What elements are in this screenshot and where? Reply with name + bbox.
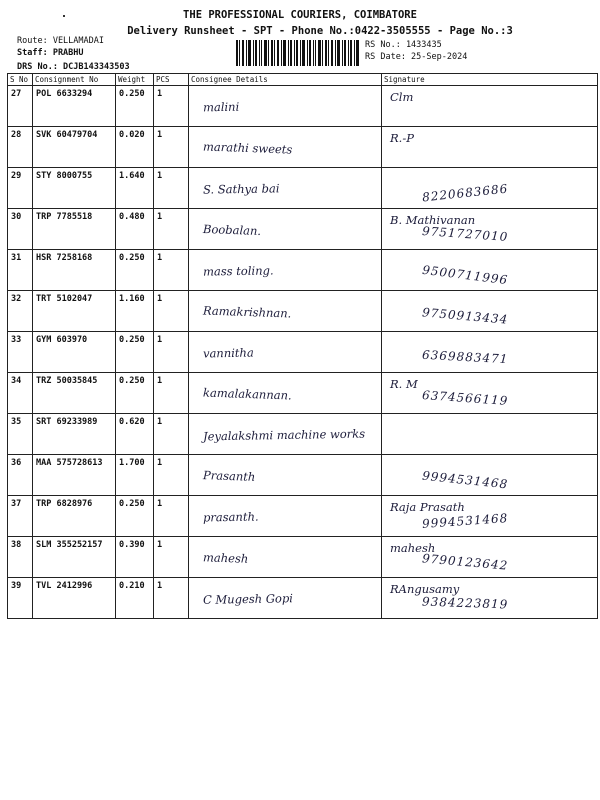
cell-signature [382,455,598,496]
handwritten-phone: 6369883471 [421,347,509,367]
cell-sno: 36 [8,455,33,496]
cell-signature [382,86,598,127]
cell-consignment: STY 8000755 [33,168,116,209]
rs-date: RS Date: 25-Sep-2024 [365,52,468,62]
col-header-consignment: Consignment No [33,74,116,86]
cell-consignment: POL 6633294 [33,86,116,127]
table-row [8,209,598,250]
cell-consignment: TRP 6828976 [33,496,116,537]
cell-sno: 37 [8,496,33,537]
handwritten-signature: B. Mathivanan [390,213,476,227]
handwritten-signature: Raja Prasath [390,500,465,514]
handwritten-consignee: kamalakannan. [202,385,292,403]
cell-sno: 31 [8,250,33,291]
cell-weight: 0.250 [116,373,154,414]
table-row [8,455,598,496]
handwritten-consignee: Prasanth [202,468,256,484]
cell-pcs: 1 [154,291,189,332]
col-header-pcs: PCS [154,74,189,86]
handwritten-consignee: prasanth. [202,509,259,525]
cell-pcs: 1 [154,250,189,291]
drs-number: DRS No.: DCJB143343503 [17,62,130,72]
handwritten-consignee: malini [202,99,240,115]
cell-pcs: 1 [154,537,189,578]
cell-sno: 39 [8,578,33,619]
cell-weight: 0.020 [116,127,154,168]
cell-signature [382,496,598,537]
handwritten-consignee: Jeyalakshmi machine works [202,426,366,444]
cell-pcs: 1 [154,455,189,496]
cell-sno: 34 [8,373,33,414]
cell-consignee [189,209,382,250]
cell-signature [382,332,598,373]
cell-consignment: SVK 60479704 [33,127,116,168]
table-row [8,414,598,455]
handwritten-signature: R.-P [390,131,414,145]
runsheet-table [7,73,598,619]
cell-consignment: GYM 603970 [33,332,116,373]
cell-consignee [189,86,382,127]
cell-pcs: 1 [154,86,189,127]
table-row [8,86,598,127]
cell-weight: 0.210 [116,578,154,619]
cell-consignment: SRT 69233989 [33,414,116,455]
handwritten-phone: 6374566119 [421,388,509,408]
cell-signature [382,250,598,291]
cell-pcs: 1 [154,332,189,373]
cell-pcs: 1 [154,373,189,414]
table-row [8,127,598,168]
handwritten-phone: 9751727010 [421,224,509,244]
cell-consignee [189,332,382,373]
handwritten-consignee: mahesh [202,550,249,566]
cell-weight: 1.640 [116,168,154,209]
cell-pcs: 1 [154,578,189,619]
handwritten-phone: 9994531468 [421,468,509,492]
cell-consignee [189,414,382,455]
cell-consignee [189,127,382,168]
cell-sno: 33 [8,332,33,373]
handwritten-consignee: S. Sathya bai [202,181,280,197]
cell-consignment: HSR 7258168 [33,250,116,291]
table-row [8,496,598,537]
staff-label: Staff: PRABHU [17,48,84,58]
cell-consignee [189,496,382,537]
table-row [8,168,598,209]
cell-signature [382,168,598,209]
cell-weight: 0.480 [116,209,154,250]
handwritten-consignee: Boobalan. [202,221,262,239]
cell-weight: 0.620 [116,414,154,455]
cell-signature [382,414,598,455]
cell-consignee [189,455,382,496]
table-header-row [8,74,598,86]
handwritten-consignee: C Mugesh Gopi [202,591,294,607]
table-row [8,373,598,414]
cell-consignee [189,168,382,209]
cell-weight: 1.700 [116,455,154,496]
handwritten-consignee: Ramakrishnan. [202,303,292,321]
rs-number: RS No.: 1433435 [365,40,442,50]
cell-sno: 29 [8,168,33,209]
handwritten-signature: RAngusamy [390,582,460,596]
cell-weight: 1.160 [116,291,154,332]
cell-pcs: 1 [154,496,189,537]
route-label: Route: VELLAMADAI [17,36,104,46]
cell-consignment: TVL 2412996 [33,578,116,619]
table-row [8,291,598,332]
cell-sno: 30 [8,209,33,250]
cell-consignment: MAA 575728613 [33,455,116,496]
handwritten-signature: Clm [390,90,414,104]
cell-consignee [189,291,382,332]
cell-sno: 35 [8,414,33,455]
col-header-signature: Signature [382,74,598,86]
cell-weight: 0.250 [116,496,154,537]
company-title: THE PROFESSIONAL COURIERS, COIMBATORE [183,9,417,21]
handwritten-phone: 9994531468 [421,511,509,531]
cell-weight: 0.250 [116,86,154,127]
handwritten-consignee: marathi sweets [202,139,293,157]
col-header-consignee: Consignee Details [189,74,382,86]
table-row [8,578,598,619]
handwritten-phone: 8220683686 [421,181,509,205]
handwritten-consignee: mass toling. [202,263,274,279]
handwritten-signature: mahesh [390,541,436,555]
col-header-weight: Weight [116,74,154,86]
table-row [8,537,598,578]
cell-consignee [189,578,382,619]
runsheet-subtitle: Delivery Runsheet - SPT - Phone No.:0422-3505555 - Page No.:3 [127,25,513,37]
table-row [8,332,598,373]
table-row [8,250,598,291]
cell-consignment: TRZ 50035845 [33,373,116,414]
cell-pcs: 1 [154,127,189,168]
cell-sno: 27 [8,86,33,127]
cell-sno: 28 [8,127,33,168]
cell-consignee [189,373,382,414]
cell-pcs: 1 [154,168,189,209]
cell-consignment: TRP 7785518 [33,209,116,250]
cell-signature [382,578,598,619]
cell-signature [382,209,598,250]
handwritten-signature: R. M [390,377,418,391]
cell-signature [382,291,598,332]
handwritten-phone: 9500711996 [421,262,509,288]
col-header-sno: S No [8,74,33,86]
cell-weight: 0.390 [116,537,154,578]
handwritten-consignee: vannitha [202,345,254,361]
cell-weight: 0.250 [116,250,154,291]
cell-weight: 0.250 [116,332,154,373]
cell-pcs: 1 [154,414,189,455]
cell-consignee [189,250,382,291]
handwritten-phone: 9790123642 [421,551,509,573]
handwritten-phone: 9750913434 [421,305,509,327]
cell-sno: 32 [8,291,33,332]
cell-signature [382,373,598,414]
cell-signature [382,537,598,578]
cell-sno: 38 [8,537,33,578]
cell-consignment: TRT 5102047 [33,291,116,332]
cell-signature [382,127,598,168]
handwritten-phone: 9384223819 [421,594,509,612]
barcode [236,40,359,66]
cell-consignment: SLM 355252157 [33,537,116,578]
cell-consignee [189,537,382,578]
cell-pcs: 1 [154,209,189,250]
